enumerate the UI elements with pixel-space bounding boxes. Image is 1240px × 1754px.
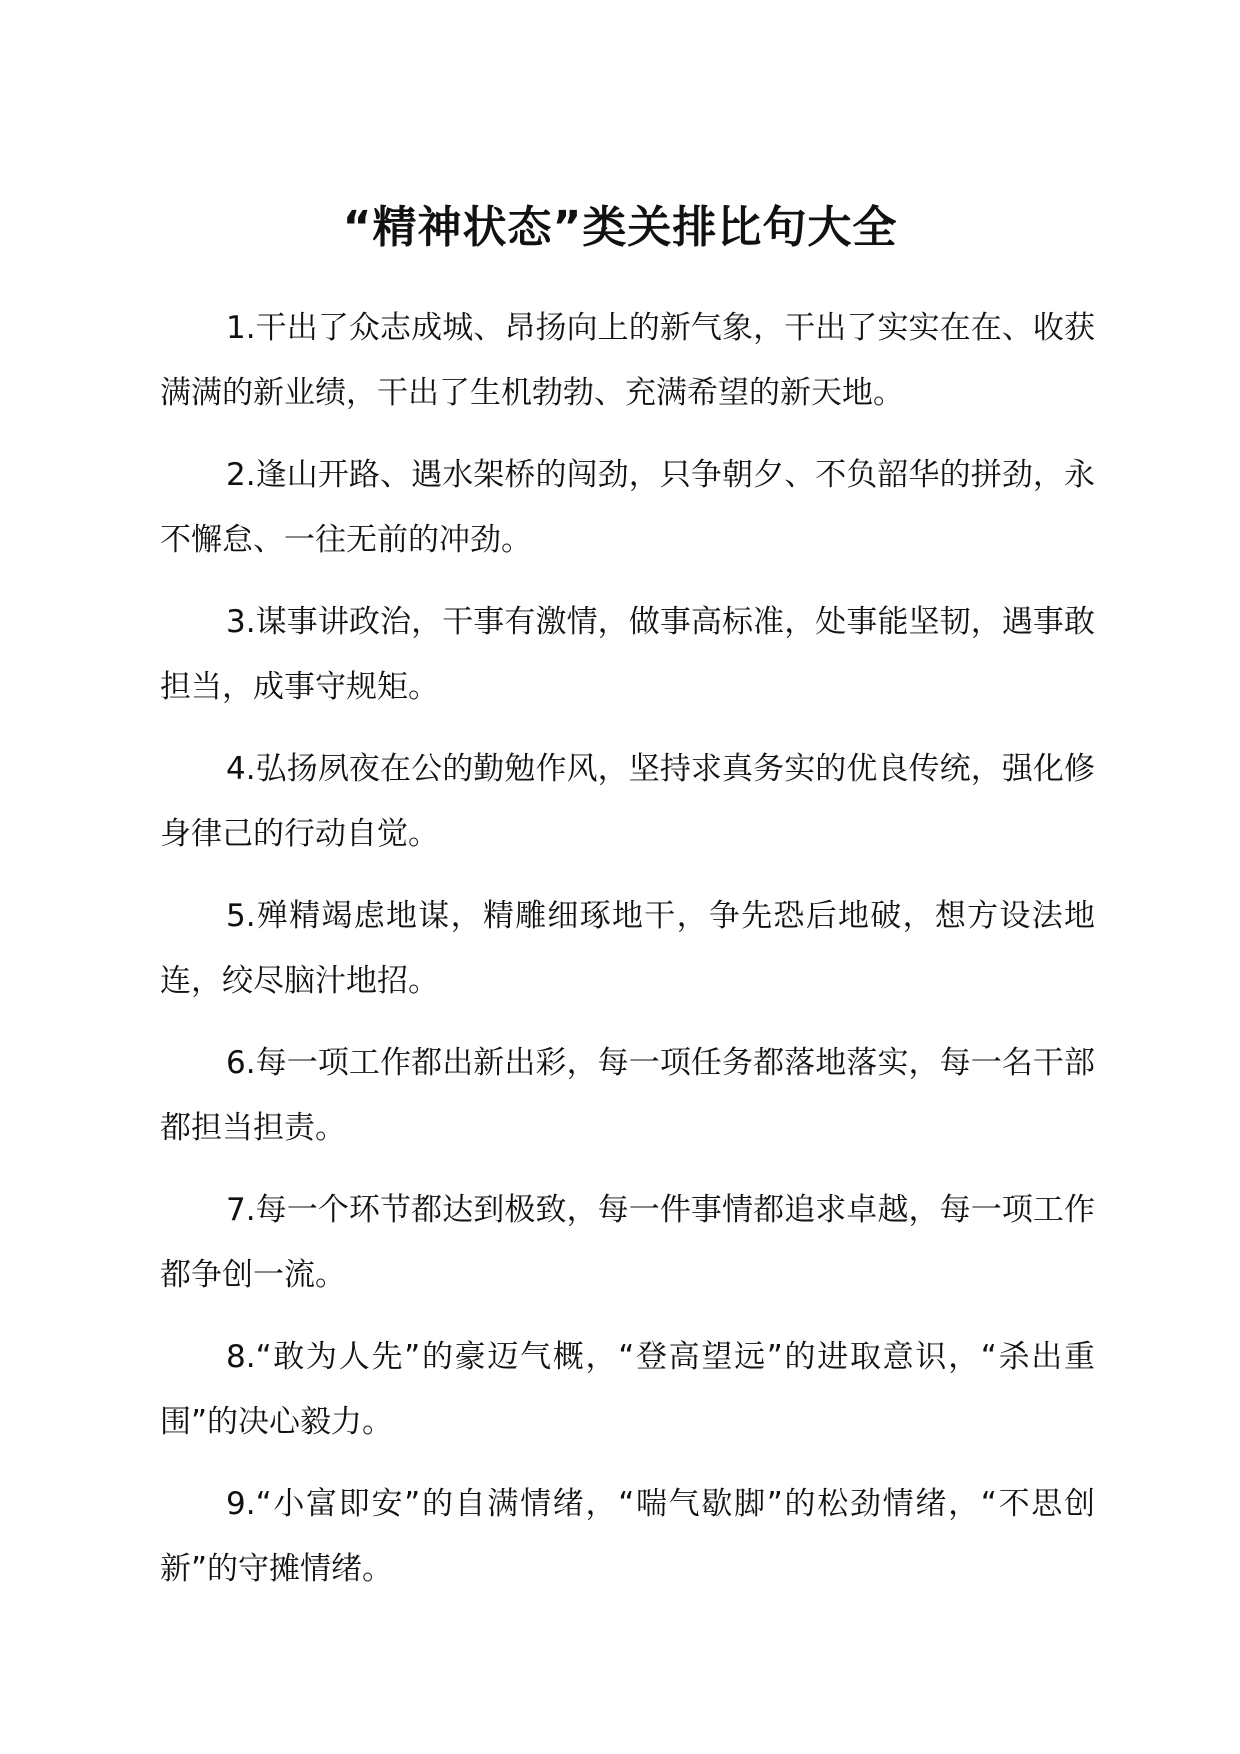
paragraph-5: 5.殚精竭虑地谋，精雕细琢地干，争先恐后地破，想方设法地连，绞尽脑汁地招。 [160, 898, 1095, 999]
paragraph-9: 9.“小富即安”的自满情绪，“喘气歇脚”的松劲情绪，“不思创新”的守摊情绪。 [160, 1486, 1095, 1587]
paragraph-8: 8.“敢为人先”的豪迈气概，“登高望远”的进取意识，“杀出重围”的决心毅力。 [160, 1339, 1095, 1440]
paragraph-3: 3.谋事讲政治，干事有激情，做事高标准，处事能坚韧，遇事敢担当，成事守规矩。 [160, 604, 1095, 705]
document-title: “精神状态”类关排比句大全 [342, 202, 898, 253]
paragraph-2: 2.逢山开路、遇水架桥的闯劲，只争朝夕、不负韶华的拼劲，永不懈怠、一往无前的冲劲。 [160, 457, 1095, 558]
paragraph-1: 1.干出了众志成城、昂扬向上的新气象，干出了实实在在、收获满满的新业绩，干出了生机勃勃、充满希望的新天地。 [160, 310, 1095, 411]
document-body [160, 296, 1095, 1619]
paragraph-4: 4.弘扬夙夜在公的勤勉作风，坚持求真务实的优良传统，强化修身律己的行动自觉。 [160, 751, 1095, 852]
paragraph-7: 7.每一个环节都达到极致，每一件事情都追求卓越，每一项工作都争创一流。 [160, 1192, 1095, 1293]
paragraph-6: 6.每一项工作都出新出彩，每一项任务都落地落实，每一名干部都担当担责。 [160, 1045, 1095, 1146]
